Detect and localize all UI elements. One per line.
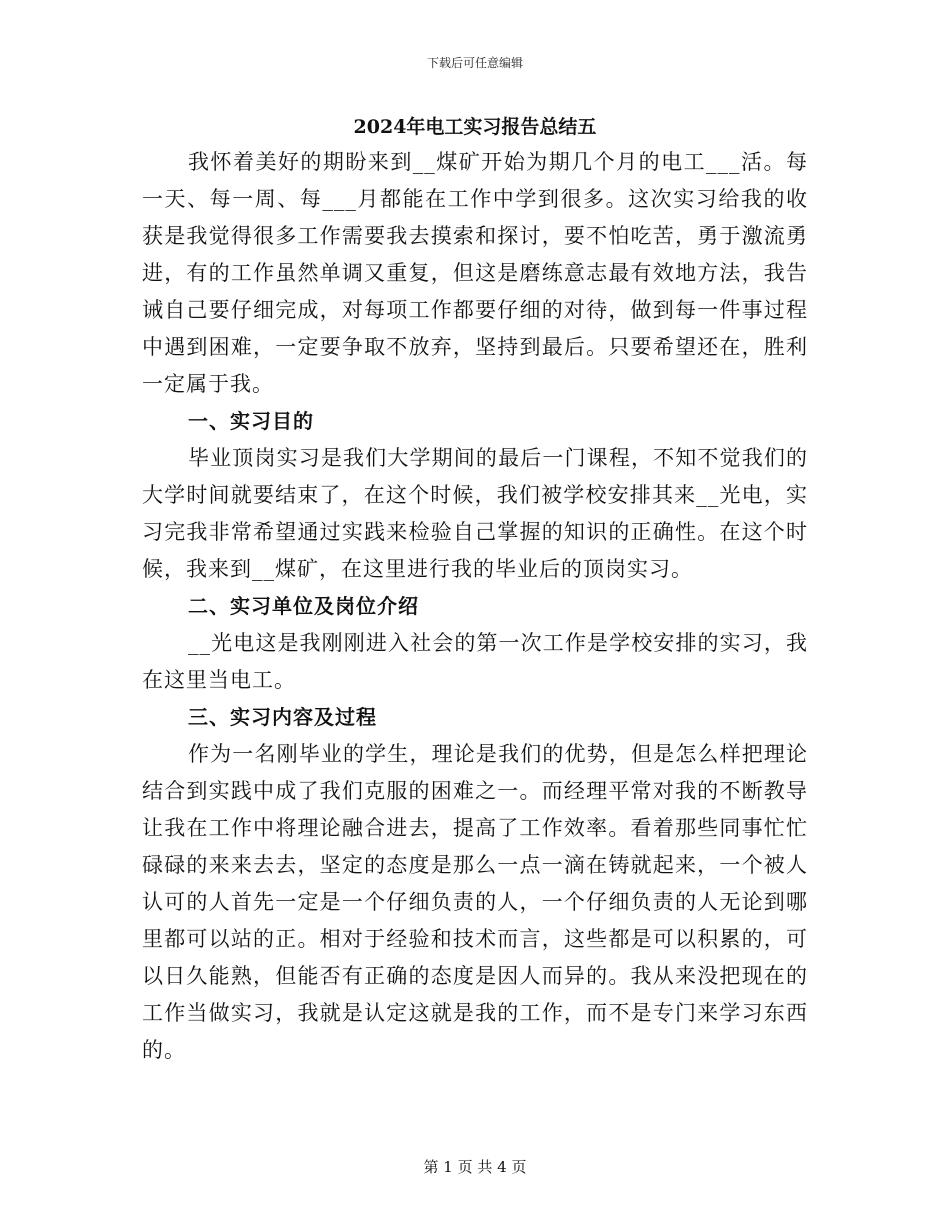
intro-paragraph: 我怀着美好的期盼来到__煤矿开始为期几个月的电工___活。每一天、每一周、每___月都能在工作中学到很多。这次实习给我的收获是我觉得很多工作需要我去摸索和探讨，要不怕吃苦，勇于激流勇进，有的工作虽然单调又重复，但这是磨练意志最有效地方法，我告诫自己要仔细完成，对每项工作都要仔细的对待，做到每一件事过程中遇到困难，一定要争取不放弃，坚持到最后。只要希望还在，胜利一定属于我。 xyxy=(142,150,808,396)
section-heading-purpose: 一、实习目的 xyxy=(188,409,314,433)
page-number: 第 1 页 共 4 页 xyxy=(423,1158,527,1176)
section-body-purpose: 毕业顶岗实习是我们大学期间的最后一门课程，不知不觉我们的大学时间就要结束了，在这个时候，我们被学校安排其来__光电，实习完我非常希望通过实践来检验自己掌握的知识的正确性。在这个时候，我来到__煤矿，在这里进行我的毕业后的顶岗实习。 xyxy=(142,446,808,581)
section-body-unit: __光电这是我刚刚进入社会的第一次工作是学校安排的实习，我在这里当电工。 xyxy=(142,631,808,692)
section-heading-content: 三、实习内容及过程 xyxy=(188,705,377,729)
section-heading-unit: 二、实习单位及岗位介绍 xyxy=(188,594,419,618)
page-header-note: 下载后可任意编辑 xyxy=(426,56,523,70)
document-title: 2024年电工实习报告总结五 xyxy=(353,116,597,138)
section-body-content: 作为一名刚毕业的学生，理论是我们的优势，但是怎么样把理论结合到实践中成了我们克服的困难之一。而经理平常对我的不断教导让我在工作中将理论融合进去，提高了工作效率。看着那些同事忙忙碌碌的来来去去，坚定的态度是那么一点一滴在铸就起来，一个被人认可的人首先一定是一个仔细负责的人，一个仔细负责的人无论到哪里都可以站的正。相对于经验和技术而言，这些都是可以积累的，可以日久能熟，但能否有正确的态度是因人而异的。我从来没把现在的工作当做实习，我就是认定这就是我的工作，而不是专门来学习东西的。 xyxy=(142,742,808,1062)
document-body xyxy=(142,112,808,1069)
